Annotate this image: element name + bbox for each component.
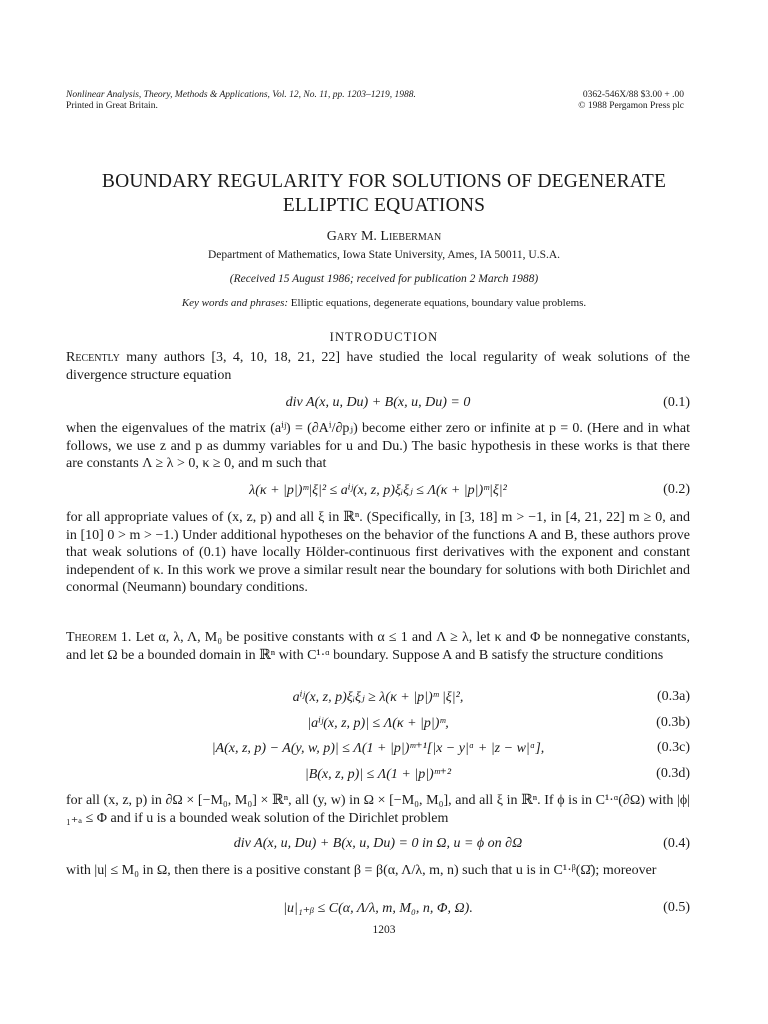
title-line-1: BOUNDARY REGULARITY FOR SOLUTIONS OF DEGENERATE [101,171,667,192]
keywords-label: Key words and phrases: [181,297,289,309]
equation-0-3b [66,715,690,733]
equation-number: (0.1) [663,395,690,410]
theorem-1-conclusion: with |u| ≤ M₀ in Ω, then there is a positive constant β = β(α, Λ/λ, m, n) such that u is in C¹·ᵝ(Ω̄); moreover [66,863,657,878]
issn-code: 0362-546X/88 $3.00 + .00 [582,90,684,100]
printed-in: Printed in Great Britain. [66,101,158,111]
equation-body: aⁱʲ(x, z, p)ξᵢξⱼ ≥ λ(κ + |p|)ᵐ |ξ|², [292,690,464,705]
equation-body: div A(x, u, Du) + B(x, u, Du) = 0 [285,395,471,410]
theorem-label: Theorem 1. [66,630,132,645]
equation-number: (0.3d) [656,766,690,781]
received-dates: (Received 15 August 1986; received for publication 2 March 1988) [229,273,539,285]
theorem-1-continued: for all (x, z, p) in ∂Ω × [−M₀, M₀] × ℝⁿ, all (y, w) in Ω × [−M₀, M₀], and all ξ in ℝⁿ. If ϕ is in C¹·ᵅ(∂Ω) with |ϕ|₁₊ₐ ≤ Φ and if u is a bounded weak solution of the Dirichlet problem [66,793,690,826]
author-affiliation: Department of Mathematics, Iowa State University, Ames, IA 50011, U.S.A. [207,249,561,261]
equation-number: (0.2) [663,482,690,497]
intro-paragraph-1-text: many authors [3, 4, 10, 18, 21, 22] have studied the local regularity of weak solutions of the divergence structure equation [66,350,691,383]
intro-paragraph-3: for all appropriate values of (x, z, p) and all ξ in ℝⁿ. (Specifically, in [3, 18] m > −1, in [4, 21, 22] m ≥ 0, and in [10] 0 > m > −1.) Under additional hypotheses on the behavior of the functions A and B, these authors prove that weak solutions of (0.1) have locally Hölder-continuous first derivatives with the exponent and constant independent of κ. In this work we prove a similar result near the boundary for solutions with both Dirichlet and conormal (Neumann) boundary conditions. [66,510,690,595]
theorem-text: Let α, λ, Λ, M₀ be positive constants with α ≤ 1 and Λ ≥ λ, let κ and Φ be nonnegative constants, and let Ω be a bounded domain in ℝⁿ with C¹·ᵅ boundary. Suppose A and B satisfy the structure conditions [66,630,690,663]
equation-number: (0.3c) [656,740,690,755]
equation-number: (0.4) [663,836,690,851]
equation-body: |A(x, z, p) − A(y, w, p)| ≤ Λ(1 + |p|)ᵐ⁺¹[|x − y|ᵅ + |z − w|ᵅ], [211,741,545,756]
section-heading: INTRODUCTION [329,330,439,344]
page-number: 1203 [372,924,396,936]
keywords-line [0,297,768,309]
publisher-info [578,90,684,112]
journal-citation [66,90,416,112]
equation-body: |aⁱʲ(x, z, p)| ≤ Λ(κ + |p|)ᵐ, [307,716,449,731]
equation-0-3a [66,689,690,707]
equation-0-1 [66,395,690,413]
paper-title [0,170,768,218]
keywords-text: Elliptic equations, degenerate equations, boundary value problems. [290,297,587,309]
equation-0-4 [66,836,690,854]
equation-body: |B(x, z, p)| ≤ Λ(1 + |p|)ᵐ⁺² [304,767,452,782]
equation-0-2 [66,482,690,500]
journal-line: Nonlinear Analysis, Theory, Methods & Applications, Vol. 12, No. 11, pp. 1203–1219, 1988. [66,90,416,100]
equation-body: |u|₁₊ᵦ ≤ C(α, Λ/λ, m, M₀, n, Φ, Ω). [283,901,473,916]
intro-lead-word: Recently [66,350,120,365]
equation-body: div A(x, u, Du) + B(x, u, Du) = 0 in Ω, u = ϕ on ∂Ω [233,836,523,851]
copyright-line: © 1988 Pergamon Press plc [578,101,684,111]
equation-number: (0.3b) [656,715,690,730]
equation-body: λ(κ + |p|)ᵐ|ξ|² ≤ aⁱʲ(x, z, p)ξᵢξⱼ ≤ Λ(κ + |p|)ᵐ|ξ|² [249,483,507,498]
title-line-2: ELLIPTIC EQUATIONS [282,195,486,216]
equation-0-3d [66,766,690,784]
intro-paragraph-1 [66,349,690,384]
intro-paragraph-2: when the eigenvalues of the matrix (aⁱʲ) = (∂Aⁱ/∂pⱼ) become either zero or infinite at p = 0. (Here and in what follows, we use z and p as dummy variables for u and Du.) The basic hypothesis in these works is that there are constants Λ ≥ λ > 0, κ ≥ 0, and m such that [66,421,690,471]
equation-number: (0.5) [663,900,690,915]
equation-number: (0.3a) [656,689,690,704]
equation-0-5 [66,900,690,918]
author-name: Gary M. Lieberman [326,229,442,244]
equation-0-3c [66,740,690,758]
theorem-1-statement [66,629,690,664]
